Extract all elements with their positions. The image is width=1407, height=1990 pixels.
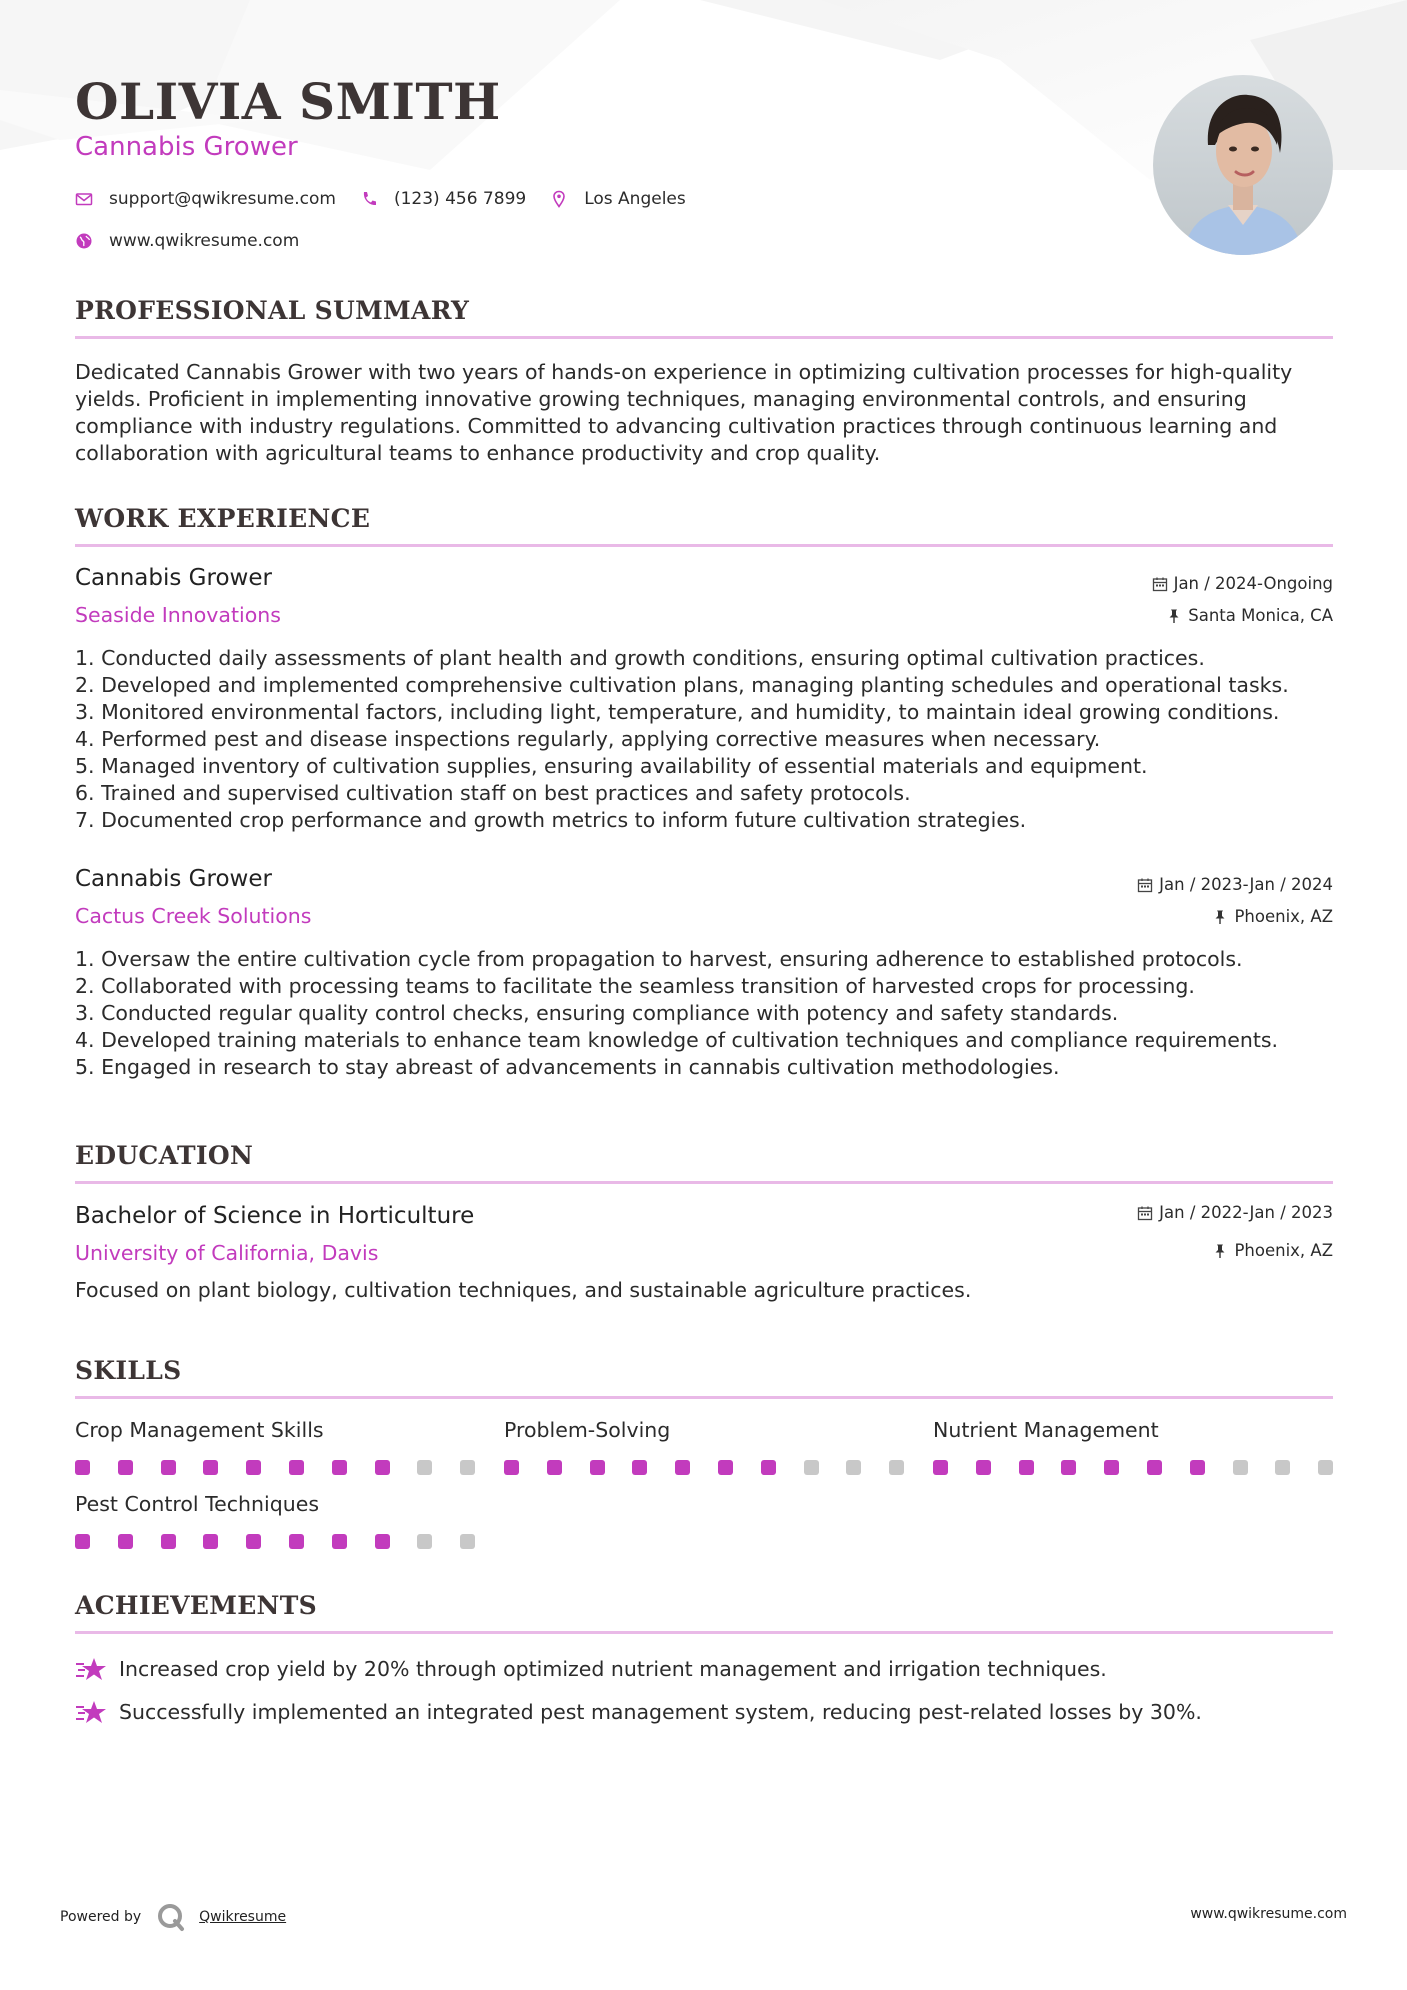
skill-name: Problem-Solving (504, 1418, 671, 1442)
skill-dot-filled (203, 1460, 218, 1475)
skill-name: Pest Control Techniques (75, 1492, 319, 1516)
skill-dot-filled (75, 1534, 90, 1549)
skill-dot-filled (632, 1460, 647, 1475)
contact-website[interactable] (75, 231, 299, 251)
achievement-item (75, 1655, 1107, 1683)
skill-dot-filled (761, 1460, 776, 1475)
map-pin-icon (550, 190, 568, 208)
calendar-icon (1137, 1205, 1153, 1221)
job-location-text: Phoenix, AZ (1234, 907, 1333, 926)
job-bullet: 4. Performed pest and disease inspections regularly, applying corrective measures when necessary. (75, 727, 1101, 751)
skill-dot-filled (1190, 1460, 1205, 1475)
education-description: Focused on plant biology, cultivation techniques, and sustainable agriculture practices. (75, 1278, 972, 1302)
skill-dot-filled (289, 1460, 304, 1475)
job-bullet: 5. Managed inventory of cultivation supplies, ensuring availability of essential materials and equipment. (75, 754, 1148, 778)
achievement-text: Increased crop yield by 20% through optimized nutrient management and irrigation techniques. (119, 1657, 1107, 1681)
skill-dot-empty (1233, 1460, 1248, 1475)
skill-dot-empty (460, 1534, 475, 1549)
skill-dot-filled (203, 1534, 218, 1549)
envelope-icon (75, 190, 93, 208)
website-text: www.qwikresume.com (109, 231, 300, 251)
globe-icon (75, 232, 93, 250)
star-icon (75, 1698, 107, 1726)
skill-dot-filled (375, 1534, 390, 1549)
skill-item (933, 1418, 1353, 1446)
candidate-role: Cannabis Grower (75, 132, 298, 162)
job-bullet: 1. Oversaw the entire cultivation cycle from propagation to harvest, ensuring adherence to established protocols. (75, 947, 1243, 971)
skill-rating (504, 1460, 924, 1476)
skill-dot-empty (417, 1460, 432, 1475)
skill-dot-filled (718, 1460, 733, 1475)
skill-dot-filled (75, 1460, 90, 1475)
footer-website[interactable]: www.qwikresume.com (1190, 1906, 1347, 1922)
education-heading: EDUCATION (75, 1141, 254, 1170)
skill-dot-filled (246, 1534, 261, 1549)
skill-dot-filled (590, 1460, 605, 1475)
skills-rule (75, 1396, 1333, 1399)
job-dates-text: Jan / 2023-Jan / 2024 (1159, 875, 1333, 894)
email-text: support@qwikresume.com (109, 189, 336, 209)
achievements-rule (75, 1631, 1333, 1634)
job-bullet: 7. Documented crop performance and growth metrics to inform future cultivation strategies. (75, 808, 1027, 832)
pushpin-icon (1212, 909, 1228, 925)
education-school: University of California, Davis (75, 1241, 379, 1265)
skills-heading: SKILLS (75, 1356, 182, 1385)
skill-dot-filled (118, 1534, 133, 1549)
qwikresume-logo-icon (155, 1902, 189, 1932)
skill-item (75, 1492, 495, 1520)
location-text: Los Angeles (584, 189, 686, 209)
star-icon (75, 1655, 107, 1683)
skill-dot-filled (1019, 1460, 1034, 1475)
skill-name: Nutrient Management (933, 1418, 1159, 1442)
job-dates (1152, 574, 1333, 593)
skill-rating (75, 1460, 495, 1476)
summary-rule (75, 336, 1333, 339)
skill-dot-filled (118, 1460, 133, 1475)
candidate-name: OLIVIA SMITH (75, 72, 501, 131)
skill-dot-empty (889, 1460, 904, 1475)
skill-dot-empty (1275, 1460, 1290, 1475)
job-bullet: 1. Conducted daily assessments of plant health and growth conditions, ensuring optimal cultivation practices. (75, 646, 1205, 670)
pushpin-icon (1212, 1243, 1228, 1259)
skill-item (75, 1418, 495, 1446)
job-bullets (75, 645, 1333, 834)
skill-dot-empty (846, 1460, 861, 1475)
skill-dot-filled (289, 1534, 304, 1549)
profile-photo (1153, 75, 1333, 255)
job-dates (1137, 875, 1333, 894)
experience-rule (75, 544, 1333, 547)
contact-phone[interactable] (360, 189, 526, 209)
skill-dot-filled (375, 1460, 390, 1475)
summary-line: Dedicated Cannabis Grower with two years of hands-on experience in optimizing cultivation processes for high-quality (75, 360, 1293, 384)
education-location-text: Phoenix, AZ (1234, 1241, 1333, 1260)
skill-dot-empty (417, 1534, 432, 1549)
job-bullet: 4. Developed training materials to enhance team knowledge of cultivation techniques and compliance requirements. (75, 1028, 1279, 1052)
skill-dot-filled (1104, 1460, 1119, 1475)
job-company: Cactus Creek Solutions (75, 904, 312, 928)
summary-heading: PROFESSIONAL SUMMARY (75, 296, 470, 325)
summary-line: collaboration with agricultural teams to enhance productivity and crop quality. (75, 441, 881, 465)
job-title: Cannabis Grower (75, 565, 272, 591)
achievement-text: Successfully implemented an integrated pest management system, reducing pest-related losses by 30%. (119, 1700, 1202, 1724)
job-bullet: 5. Engaged in research to stay abreast of advancements in cannabis cultivation methodologies. (75, 1055, 1060, 1079)
job-bullet: 2. Collaborated with processing teams to facilitate the seamless transition of harvested crops for processing. (75, 974, 1195, 998)
skill-rating (75, 1534, 495, 1550)
job-location (1212, 907, 1333, 926)
skill-rating (933, 1460, 1353, 1476)
job-bullet: 6. Trained and supervised cultivation staff on best practices and safety protocols. (75, 781, 911, 805)
skill-dot-empty (804, 1460, 819, 1475)
job-company: Seaside Innovations (75, 603, 281, 627)
contact-location (550, 189, 686, 209)
education-dates (1137, 1203, 1333, 1222)
skill-dot-filled (976, 1460, 991, 1475)
contact-row (75, 189, 710, 209)
summary-line: compliance with industry regulations. Committed to advancing cultivation practices through continuous learning and (75, 414, 1278, 438)
experience-heading: WORK EXPERIENCE (75, 504, 371, 533)
job-title: Cannabis Grower (75, 866, 272, 892)
job-bullets (75, 946, 1333, 1081)
achievements-heading: ACHIEVEMENTS (75, 1591, 317, 1620)
job-location (1166, 606, 1333, 625)
education-dates-text: Jan / 2022-Jan / 2023 (1159, 1203, 1333, 1222)
skill-dot-filled (332, 1534, 347, 1549)
job-bullet: 3. Conducted regular quality control checks, ensuring compliance with potency and safety standards. (75, 1001, 1119, 1025)
skill-dot-filled (1061, 1460, 1076, 1475)
job-bullet: 2. Developed and implemented comprehensive cultivation plans, managing planting schedules and operational tasks. (75, 673, 1289, 697)
skill-dot-filled (675, 1460, 690, 1475)
skill-dot-empty (460, 1460, 475, 1475)
pushpin-icon (1166, 608, 1182, 624)
education-rule (75, 1181, 1333, 1184)
phone-text: (123) 456 7899 (393, 189, 527, 209)
summary-line: yields. Proficient in implementing innovative growing techniques, managing environmental controls, and ensuring (75, 387, 1247, 411)
job-dates-text: Jan / 2024-Ongoing (1173, 574, 1333, 593)
skill-dot-filled (161, 1534, 176, 1549)
skill-dot-filled (547, 1460, 562, 1475)
summary-text (75, 359, 1333, 467)
powered-by-text: Powered by (60, 1909, 142, 1925)
calendar-icon (1152, 576, 1168, 592)
skill-dot-filled (246, 1460, 261, 1475)
skill-dot-filled (504, 1460, 519, 1475)
skill-item (504, 1418, 924, 1446)
achievement-item (75, 1698, 1202, 1726)
contact-email[interactable] (75, 189, 336, 209)
calendar-icon (1137, 877, 1153, 893)
phone-icon (360, 190, 378, 208)
qwikresume-link[interactable]: Qwikresume (199, 1909, 287, 1925)
education-location (1212, 1241, 1333, 1260)
skill-dot-filled (933, 1460, 948, 1475)
education-degree: Bachelor of Science in Horticulture (75, 1203, 475, 1229)
skill-dot-filled (332, 1460, 347, 1475)
skill-dot-filled (1147, 1460, 1162, 1475)
skill-name: Crop Management Skills (75, 1418, 324, 1442)
job-location-text: Santa Monica, CA (1188, 606, 1333, 625)
skill-dot-empty (1318, 1460, 1333, 1475)
job-bullet: 3. Monitored environmental factors, including light, temperature, and humidity, to maintain ideal growing conditions. (75, 700, 1280, 724)
footer-powered-by (60, 1902, 286, 1932)
skill-dot-filled (161, 1460, 176, 1475)
